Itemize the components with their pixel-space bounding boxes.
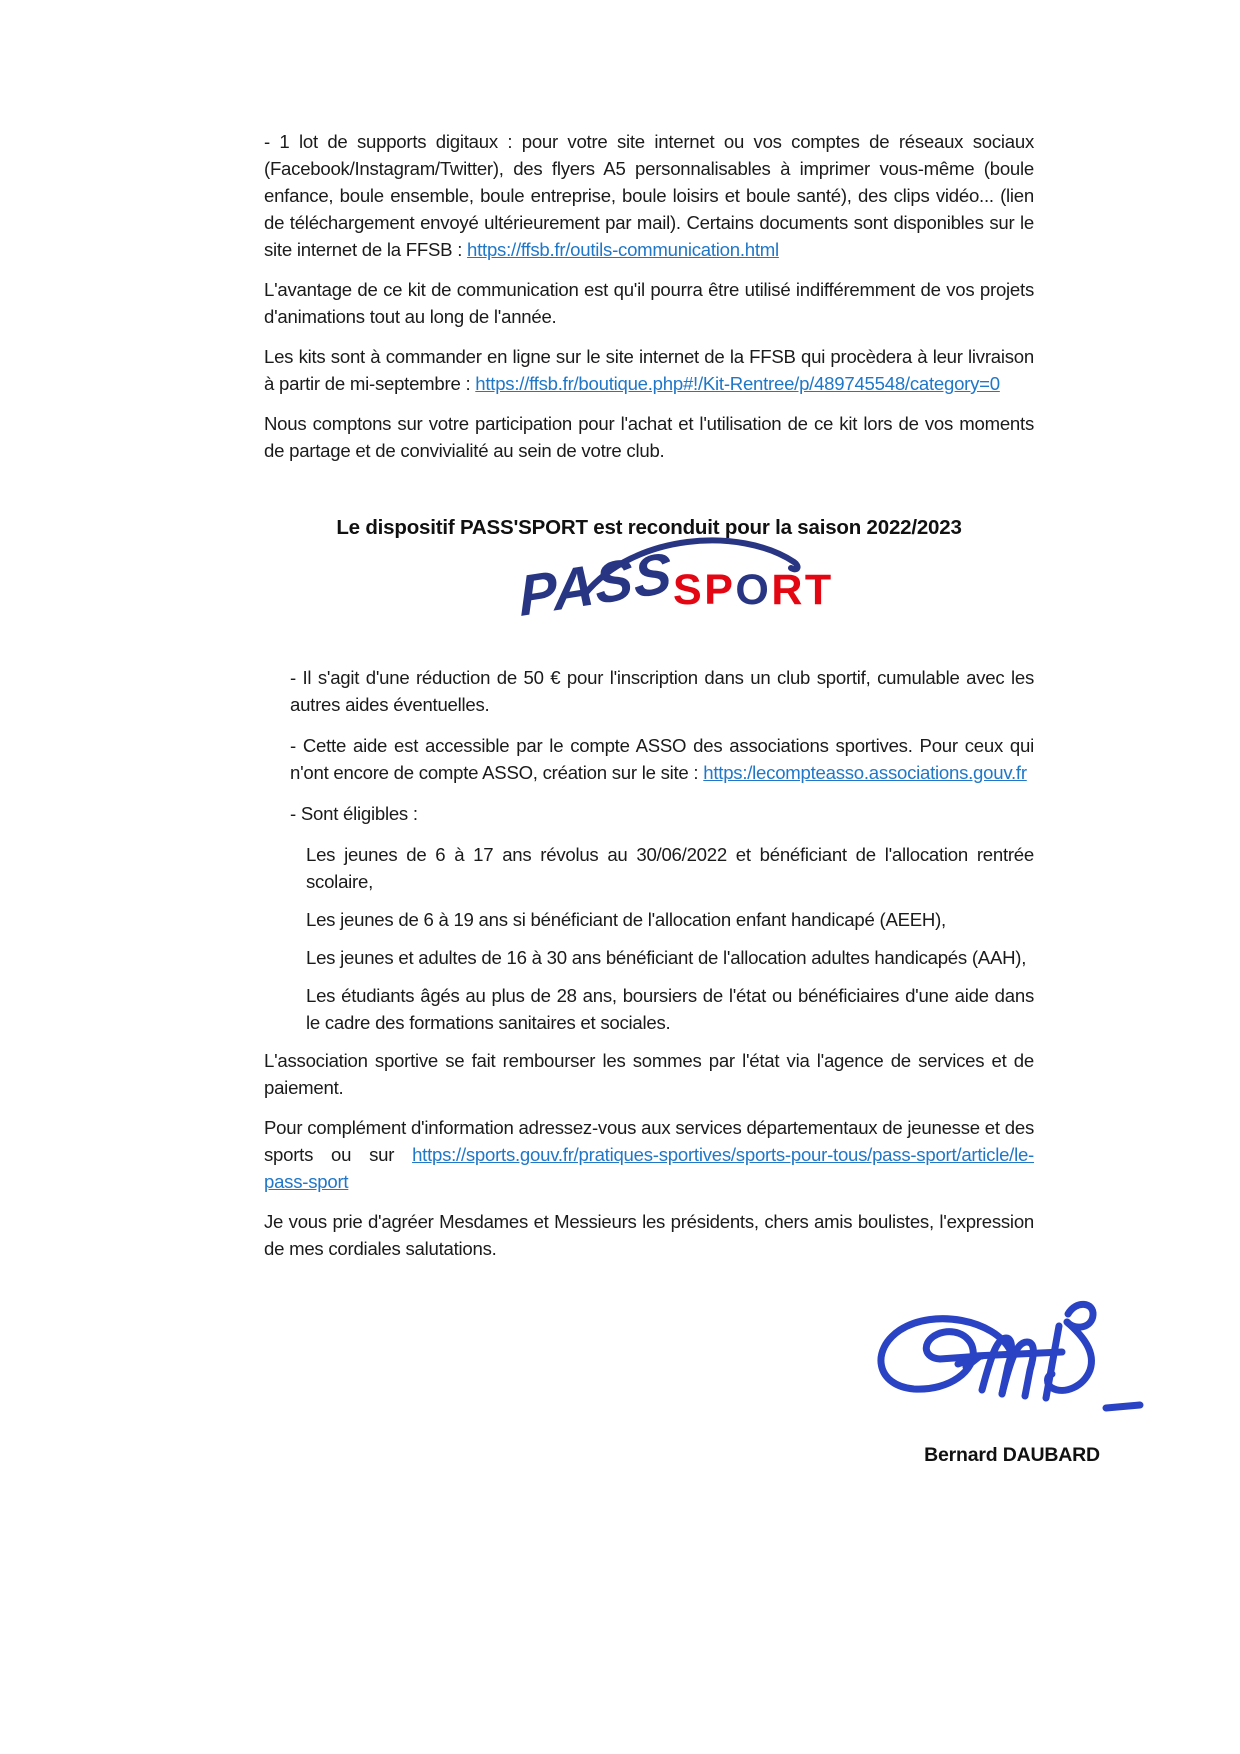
hyperlink[interactable]: https:/lecompteasso.associations.gouv.fr <box>703 762 1027 783</box>
logo-sport-letter: P <box>704 566 736 614</box>
hyperlink[interactable]: https://ffsb.fr/outils-communication.html <box>467 239 779 260</box>
bullet-compte-asso: - Cette aide est accessible par le compte ASSO des associations sportives. Pour ceux qui n'ont encore de compte ASSO, création sur le site : https:/lecompteasso.associations.gouv.fr <box>290 735 1034 783</box>
section-title-pass-sport: Le dispositif PASS'SPORT est reconduit pour la saison 2022/2023 <box>336 516 962 539</box>
eligible-item-6-19: Les jeunes de 6 à 19 ans si bénéficiant de l'allocation enfant handicapé (AEEH), <box>306 909 946 930</box>
logo-sport-letter: T <box>804 566 834 614</box>
paragraph-participation: Nous comptons sur votre participation pour l'achat et l'utilisation de ce kit lors de vos moments de partage et de convivialité au sein de votre club. <box>264 413 1034 461</box>
logo-sport-letter: S <box>673 566 705 614</box>
eligible-item-6-17: Les jeunes de 6 à 17 ans révolus au 30/06/2022 et bénéficiant de l'allocation rentrée scolaire, <box>306 844 1034 892</box>
paragraph-kit-digital: - 1 lot de supports digitaux : pour votre site internet ou vos comptes de réseaux sociaux (Facebook/Instagram/Twitter), des flyers A5 personnalisables à imprimer vous-même (boule enfance, boule ensemble, boule entreprise, boule loisirs et boule santé), des clips vidéo... (lien de téléchargement envoyé ultérieurement par mail). Certains documents sont disponibles sur le site internet de la FFSB : https://ffsb.fr/outils-communication.html <box>264 131 1034 260</box>
paragraph-remboursement: L'association sportive se fait rembourser les sommes par l'état via l'agence de services et de paiement. <box>264 1050 1034 1098</box>
bullet-reduction-50: - Il s'agit d'une réduction de 50 € pour l'inscription dans un club sportif, cumulable avec les autres aides éventuelles. <box>290 667 1034 715</box>
bullet-eligibles: - Sont éligibles : <box>290 803 418 824</box>
logo-sport-text <box>673 566 834 615</box>
paragraph-kit-commande: Les kits sont à commander en ligne sur le site internet de la FFSB qui procèdera à leur livraison à partir de mi-septembre : https://ffsb.fr/boutique.php#!/Kit-Rentree/p/489745548/category=0 <box>264 346 1034 394</box>
pass-sport-logo <box>517 540 861 648</box>
eligible-item-16-30: Les jeunes et adultes de 16 à 30 ans bénéficiant de l'allocation adultes handicapés (AAH), <box>306 947 1027 968</box>
logo-sport-letter: R <box>771 566 805 614</box>
paragraph-kit-avantage: L'avantage de ce kit de communication est qu'il pourra être utilisé indifféremment de vos projets d'animations tout au long de l'année. <box>264 279 1034 327</box>
signer-name: Bernard DAUBARD <box>924 1444 1100 1466</box>
hyperlink[interactable]: https://ffsb.fr/boutique.php#!/Kit-Rentree/p/489745548/category=0 <box>475 373 1000 394</box>
logo-pass-text: PASS <box>517 540 675 629</box>
letter-body <box>264 128 1100 1467</box>
paragraph-complement-info: Pour complément d'information adressez-vous aux services départementaux de jeunesse et des sports ou sur https://sports.gouv.fr/pratiques-sportives/sports-pour-tous/pass-sport/article/le-pass-sport <box>264 1117 1034 1192</box>
paragraph-closing-salutation: Je vous prie d'agréer Mesdames et Messieurs les présidents, chers amis boulistes, l'expression de mes cordiales salutations. <box>264 1211 1034 1259</box>
eligible-item-etudiants: Les étudiants âgés au plus de 28 ans, boursiers de l'état ou bénéficiaires d'une aide dans le cadre des formations sanitaires et sociales. <box>306 985 1034 1033</box>
logo-sport-letter: O <box>735 566 772 614</box>
hyperlink[interactable]: https://sports.gouv.fr/pratiques-sportives/sports-pour-tous/pass-sport/article/le-pass-sport <box>264 1144 1034 1192</box>
signature-image <box>862 1292 1162 1442</box>
signature-block <box>862 1292 1162 1467</box>
